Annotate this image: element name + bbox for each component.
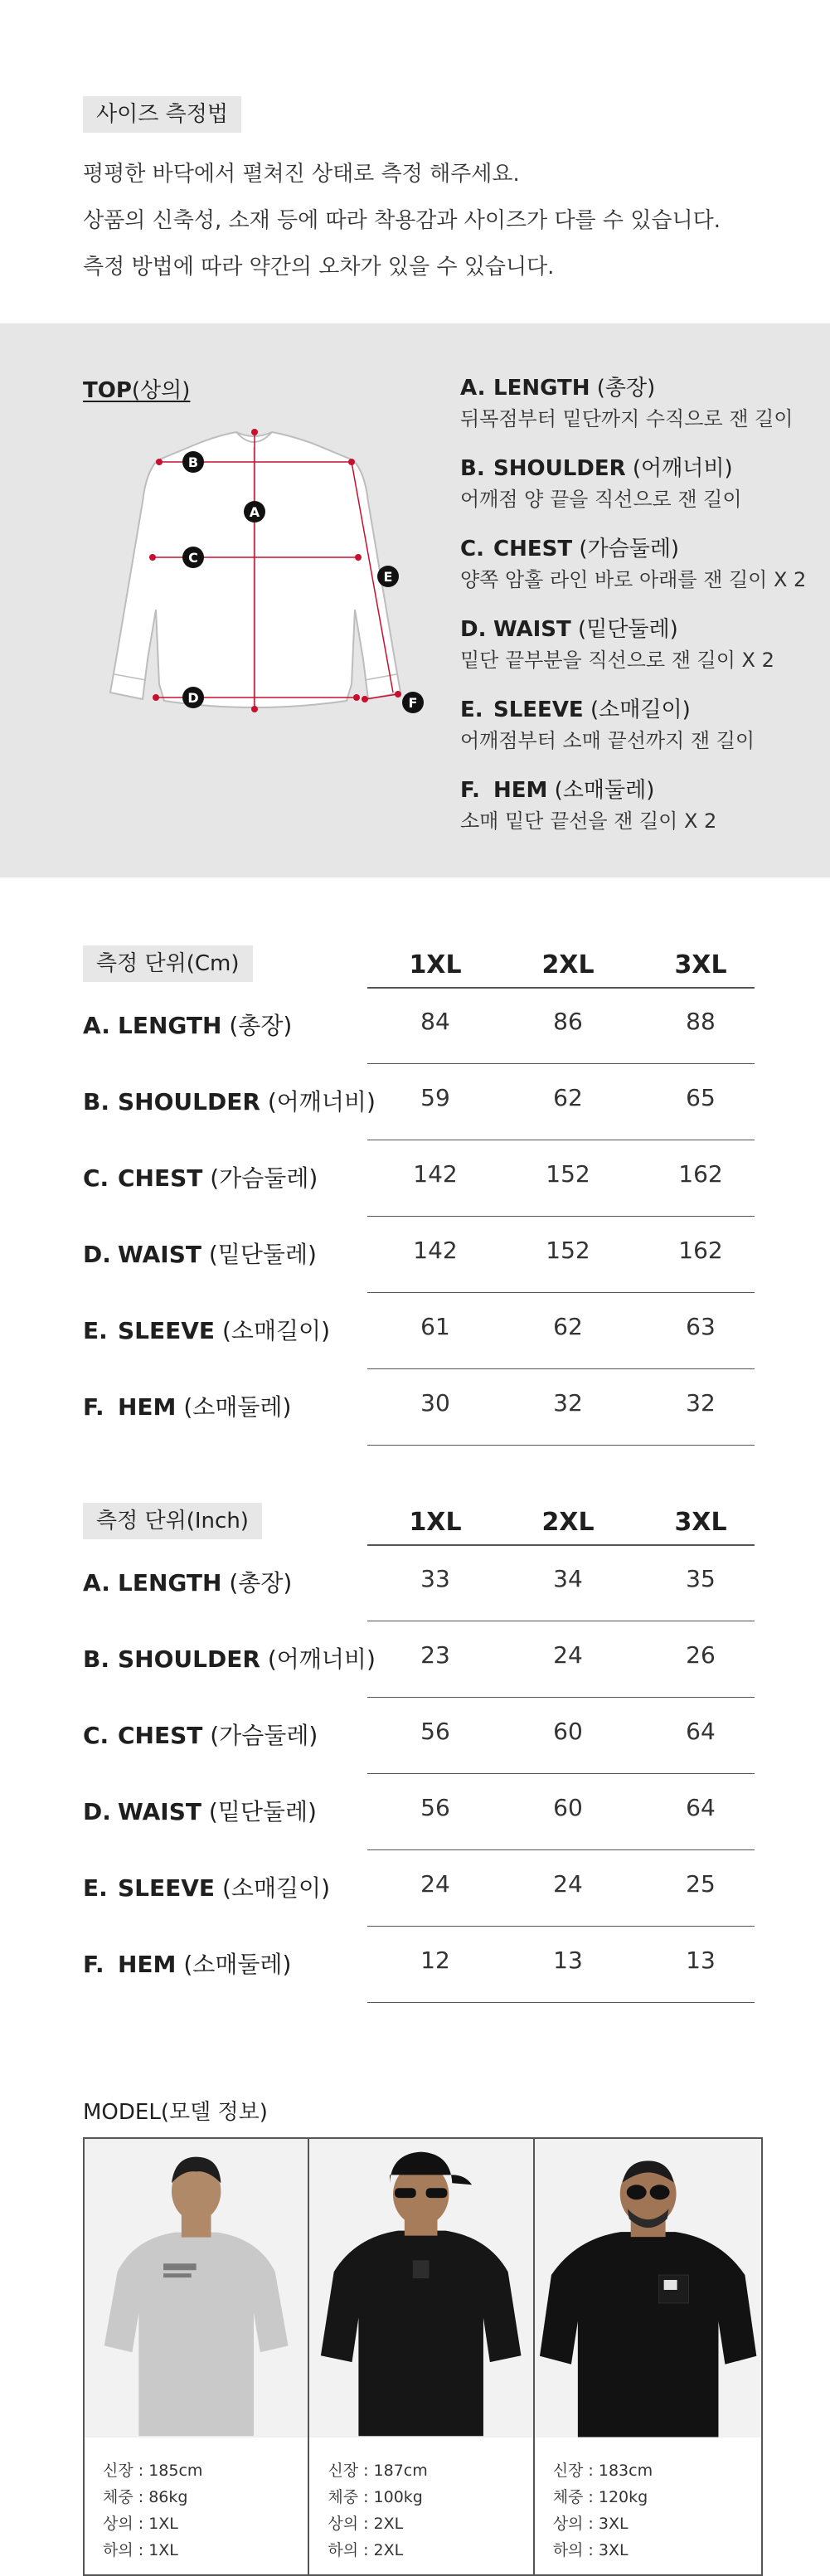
- model-card: [309, 2139, 534, 2574]
- model-info: [328, 2457, 427, 2564]
- column-header-2xl: 2XL: [541, 1508, 595, 1537]
- cell-value: 56: [420, 1794, 450, 1821]
- table-row: [0, 1545, 830, 1621]
- model-top-size: 상의 : 1XL: [103, 2515, 178, 2533]
- cell-value: 12: [420, 1947, 450, 1974]
- row-label: B. SHOULDER (어깨너비): [83, 1088, 376, 1115]
- table-row: [0, 1850, 830, 1927]
- measurement-diagram-panel: [0, 323, 830, 877]
- model-weight: 체중 : 120kg: [552, 2488, 648, 2506]
- model-photo: [85, 2139, 308, 2437]
- cell-value: 61: [420, 1313, 450, 1340]
- table-row: [0, 1621, 830, 1698]
- shirt-outline: [110, 432, 400, 707]
- model-bottom-size: 하의 : 1XL: [103, 2541, 178, 2559]
- model-photo: [309, 2139, 532, 2437]
- model-grid: [83, 2137, 763, 2576]
- top-label: TOP(상의): [83, 378, 191, 403]
- table-row: [0, 1927, 830, 2003]
- cell-value: 32: [553, 1389, 583, 1417]
- unit-tag-cm: 측정 단위(Cm): [83, 945, 253, 982]
- definition-waist: D. WAIST (밑단둘레) 밑단 끝부분을 직선으로 잰 길이 X 2: [460, 617, 774, 672]
- row-label: E. SLEEVE (소매길이): [83, 1874, 331, 1902]
- measurement-guide-intro: [0, 0, 830, 323]
- row-label: A. LENGTH (총장): [83, 1012, 293, 1039]
- cell-value: 24: [553, 1641, 583, 1669]
- model-info: [553, 2457, 653, 2564]
- row-label: C. CHEST (가슴둘레): [83, 1164, 318, 1192]
- table-row: [0, 988, 830, 1064]
- definition-chest: C. CHEST (가슴둘레) 양쪽 암홀 라인 바로 아래를 잰 길이 X 2: [460, 537, 807, 591]
- svg-text:C: C: [188, 550, 198, 566]
- svg-text:B: B: [187, 454, 199, 470]
- model-section-title: MODEL(모델 정보): [83, 2100, 268, 2125]
- svg-text:A: A: [249, 504, 260, 520]
- column-header-1xl: 1XL: [409, 1508, 462, 1537]
- definition-sleeve: E. SLEEVE (소매길이) 어깨점부터 소매 끝선까지 잰 길이: [460, 697, 755, 752]
- column-header-2xl: 2XL: [541, 950, 595, 979]
- model-photo: [535, 2139, 761, 2437]
- svg-text:E: E: [383, 569, 393, 585]
- row-divider: [367, 2002, 755, 2003]
- definition-shoulder: B. SHOULDER (어깨너비) 어깨점 양 끝을 직선으로 잰 길이: [460, 456, 742, 511]
- cell-value: 13: [553, 1947, 583, 1974]
- shirt-measurement-diagram: [73, 411, 438, 742]
- cell-value: 152: [546, 1237, 590, 1264]
- cell-value: 86: [553, 1008, 583, 1035]
- row-label: C. CHEST (가슴둘레): [83, 1722, 318, 1749]
- cell-value: 23: [420, 1641, 450, 1669]
- marker-a: [244, 501, 265, 522]
- cell-value: 33: [420, 1565, 450, 1592]
- guide-notes: [83, 151, 721, 290]
- cell-value: 142: [413, 1160, 458, 1188]
- column-header-1xl: 1XL: [409, 950, 462, 979]
- measurement-guide-tag: 사이즈 측정법: [83, 96, 241, 133]
- row-label: A. LENGTH (총장): [83, 1569, 293, 1597]
- row-label: D. WAIST (밑단둘레): [83, 1798, 317, 1825]
- row-divider: [367, 1445, 755, 1446]
- cell-value: 63: [686, 1313, 716, 1340]
- cell-value: 64: [686, 1718, 716, 1745]
- guide-note: 평평한 바닥에서 펼쳐진 상태로 측정 해주세요.: [83, 162, 520, 187]
- cell-value: 162: [678, 1237, 723, 1264]
- model-height: 신장 : 183cm: [552, 2462, 653, 2480]
- model-top-size: 상의 : 3XL: [552, 2515, 629, 2533]
- definition-length: A. LENGTH (총장) 뒤목점부터 밑단까지 수직으로 잰 길이: [460, 376, 794, 430]
- cell-value: 162: [678, 1160, 723, 1188]
- cell-value: 88: [686, 1008, 716, 1035]
- marker-d: [182, 687, 204, 708]
- table-row: [0, 1140, 830, 1217]
- cell-value: 35: [686, 1565, 716, 1592]
- model-weight: 체중 : 86kg: [103, 2488, 188, 2506]
- guide-note: 상품의 신축성, 소재 등에 따라 착용감과 사이즈가 다를 수 있습니다.: [83, 208, 721, 233]
- table-row: [0, 1774, 830, 1850]
- cell-value: 64: [686, 1794, 716, 1821]
- cell-value: 59: [420, 1084, 450, 1111]
- table-row: [0, 1293, 830, 1369]
- definition-hem: F. HEM (소매둘레) 소매 밑단 끝선을 잰 길이 X 2: [460, 778, 717, 833]
- model-card: [535, 2139, 761, 2574]
- marker-b: [182, 451, 204, 473]
- cell-value: 62: [553, 1084, 583, 1111]
- row-label: B. SHOULDER (어깨너비): [83, 1645, 376, 1673]
- column-header-3xl: 3XL: [674, 1508, 727, 1537]
- cell-value: 26: [686, 1641, 716, 1669]
- cell-value: 60: [553, 1718, 583, 1745]
- table-row: [0, 1698, 830, 1774]
- model-weight: 체중 : 100kg: [328, 2488, 423, 2506]
- table-row: [0, 1064, 830, 1140]
- cell-value: 34: [553, 1565, 583, 1592]
- model-info: [103, 2457, 202, 2564]
- model-bottom-size: 하의 : 2XL: [328, 2541, 404, 2559]
- cell-value: 13: [686, 1947, 716, 1974]
- marker-e: [377, 566, 399, 587]
- svg-text:F: F: [408, 695, 418, 711]
- measurement-definitions: [460, 372, 817, 854]
- model-top-size: 상의 : 2XL: [328, 2515, 404, 2533]
- table-row: [0, 1217, 830, 1293]
- row-label: F. HEM (소매둘레): [83, 1951, 292, 1978]
- row-label: D. WAIST (밑단둘레): [83, 1241, 317, 1268]
- cell-value: 65: [686, 1084, 716, 1111]
- cell-value: 142: [413, 1237, 458, 1264]
- row-label: E. SLEEVE (소매길이): [83, 1317, 331, 1344]
- cell-value: 62: [553, 1313, 583, 1340]
- model-height: 신장 : 185cm: [103, 2462, 203, 2480]
- row-label: F. HEM (소매둘레): [83, 1393, 292, 1421]
- model-card: [85, 2139, 309, 2574]
- unit-tag-inch: 측정 단위(Inch): [83, 1503, 262, 1539]
- cell-value: 152: [546, 1160, 590, 1188]
- table-row: [0, 1369, 830, 1446]
- cell-value: 84: [420, 1008, 450, 1035]
- cell-value: 32: [686, 1389, 716, 1417]
- cell-value: 30: [420, 1389, 450, 1417]
- model-bottom-size: 하의 : 3XL: [552, 2541, 629, 2559]
- column-header-3xl: 3XL: [674, 950, 727, 979]
- marker-f: [402, 692, 424, 713]
- cell-value: 25: [686, 1870, 716, 1898]
- guide-note: 측정 방법에 따라 약간의 오차가 있을 수 있습니다.: [83, 255, 555, 279]
- model-height: 신장 : 187cm: [328, 2462, 428, 2480]
- cell-value: 56: [420, 1718, 450, 1745]
- cell-value: 24: [553, 1870, 583, 1898]
- cell-value: 24: [420, 1870, 450, 1898]
- svg-text:D: D: [187, 690, 199, 706]
- marker-c: [182, 547, 204, 568]
- cell-value: 60: [553, 1794, 583, 1821]
